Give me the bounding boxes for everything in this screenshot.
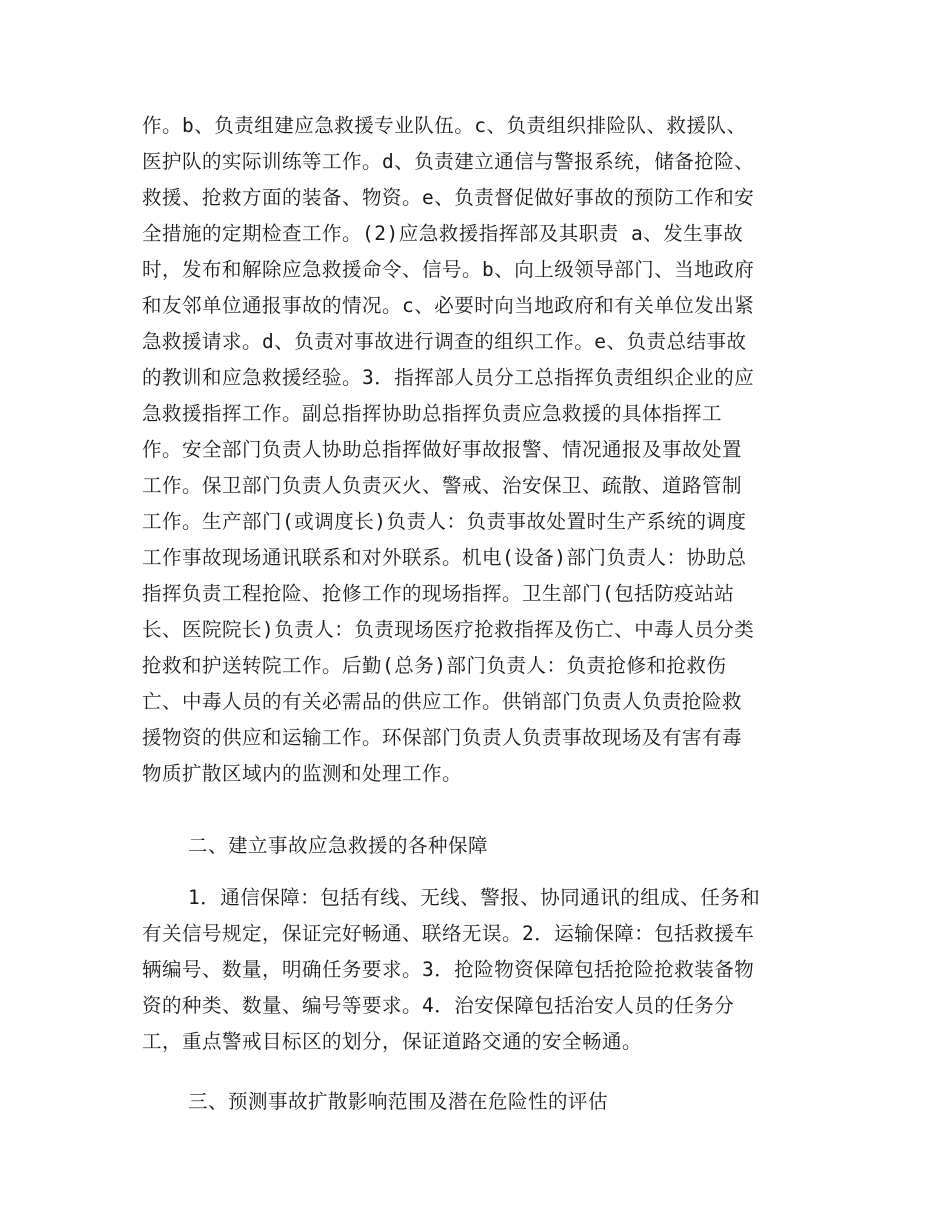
paragraph-line: 亡、中毒人员的有关必需品的供应工作。供销部门负责人负责抢险救: [142, 690, 743, 713]
paragraph-line: 抢救和护送转院工作。后勤(总务)部门负责人：负责抢修和抢救伤: [142, 654, 727, 677]
paragraph-line: 工，重点警戒目标区的划分，保证道路交通的安全畅通。: [142, 1030, 643, 1053]
paragraph-line: 救援、抢救方面的装备、物资。e、负责督促做好事故的预防工作和安: [142, 186, 755, 209]
paragraph-line: 的教训和应急救援经验。3．指挥部人员分工总指挥负责组织企业的应: [142, 366, 755, 389]
paragraph-line: 工作。生产部门(或调度长)负责人：负责事故处置时生产系统的调度: [142, 510, 747, 533]
paragraph-line: 物质扩散区域内的监测和处理工作。: [142, 762, 463, 785]
paragraph-line: 辆编号、数量，明确任务要求。3．抢险物资保障包括抢险抢救装备物: [142, 958, 755, 981]
paragraph-line: 时，发布和解除应急救援命令、信号。b、向上级领导部门、当地政府: [142, 258, 755, 281]
paragraph-line: 全措施的定期检查工作。(2)应急救援指挥部及其职责 a、发生事故: [142, 222, 744, 245]
paragraph-line: 工作事故现场通讯联系和对外联系。机电(设备)部门负责人：协助总: [142, 546, 747, 569]
paragraph-line: 长、医院院长)负责人：负责现场医疗抢救指挥及伤亡、中毒人员分类: [142, 618, 755, 641]
paragraph-line: 作。b、负责组建应急救援专业队伍。c、负责组织排险队、救援队、: [142, 114, 747, 137]
paragraph-line: 1．通信保障：包括有线、无线、警报、协同通讯的组成、任务和: [188, 886, 761, 909]
paragraph-line: 工作。保卫部门负责人负责灭火、警戒、治安保卫、疏散、道路管制: [142, 474, 743, 497]
paragraph-line: 医护队的实际训练等工作。d、负责建立通信与警报系统，储备抢险、: [142, 150, 755, 173]
paragraph-line: 作。安全部门负责人协助总指挥做好事故报警、情况通报及事故处置: [142, 438, 743, 461]
section-heading: 二、建立事故应急救援的各种保障: [188, 834, 489, 857]
paragraph-line: 有关信号规定，保证完好畅通、联络无误。2．运输保障：包括救援车: [142, 922, 755, 945]
paragraph-line: 援物资的供应和运输工作。环保部门负责人负责事故现场及有害有毒: [142, 726, 743, 749]
paragraph-line: 急救援请求。d、负责对事故进行调查的组织工作。e、负责总结事故: [142, 330, 747, 353]
paragraph-line: 资的种类、数量、编号等要求。4．治安保障包括治安人员的任务分: [142, 994, 735, 1017]
paragraph-line: 指挥负责工程抢险、抢修工作的现场指挥。卫生部门(包括防疫站站: [142, 582, 735, 605]
paragraph-line: 急救援指挥工作。副总指挥协助总指挥负责应急救援的具体指挥工: [142, 402, 723, 425]
paragraph-line: 和友邻单位通报事故的情况。c、必要时向当地政府和有关单位发出紧: [142, 294, 755, 317]
section-heading: 三、预测事故扩散影响范围及潜在危险性的评估: [188, 1090, 609, 1113]
